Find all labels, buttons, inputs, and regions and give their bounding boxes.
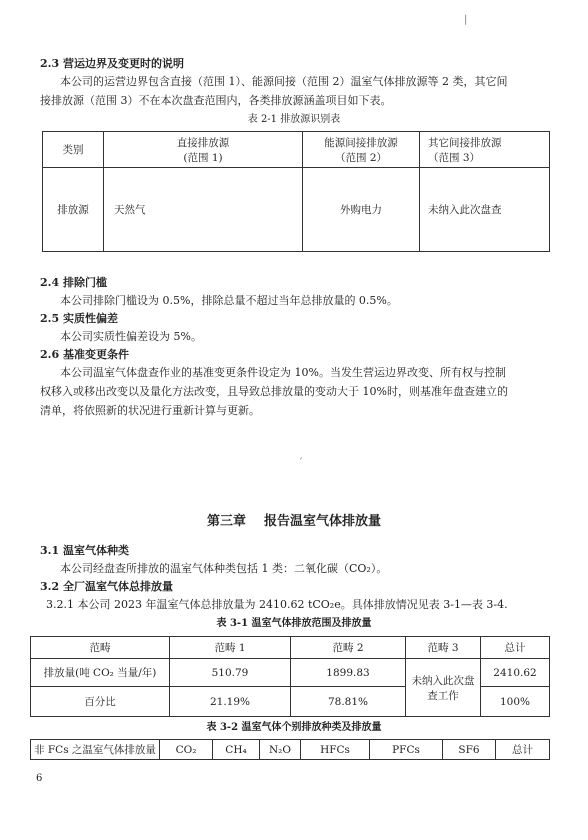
paragraph-line: 本公司排除门槛设为 0.5%，排除总量不超过当年总排放量的 0.5%。 [60, 294, 398, 307]
paragraph-line: 本公司温室气体盘查作业的基准变更条件设定为 10%。当发生营运边界改变、所有权与控制 [60, 366, 506, 379]
table-header-cell: 能源间接排放源 （范围 2） [303, 132, 420, 168]
table-header-cell: HFCs [301, 740, 370, 760]
scan-mark: ´ [298, 458, 303, 469]
section-heading: 2.5 实质性偏差 [40, 312, 118, 325]
table-header-cell: 类别 [43, 132, 104, 168]
table-cell: 21.19% [170, 687, 291, 717]
table-header-cell: SF6 [443, 740, 496, 760]
table-header-cell: 范畴 [31, 637, 170, 659]
section-heading: 3.2 全厂温室气体总排放量 [40, 580, 173, 593]
section-heading: 3.1 温室气体种类 [40, 544, 129, 557]
table-cell: 78.81% [291, 687, 406, 717]
table-header-cell: 总计 [496, 740, 550, 760]
section-heading: 2.6 基准变更条件 [40, 348, 129, 361]
table-header-cell: 直接排放源 (范围 1) [104, 132, 303, 168]
paragraph-line: 清单，将依照新的状况进行重新计算与更新。 [40, 404, 260, 417]
section-heading: 2.4 排除门槛 [40, 276, 107, 289]
table-header-cell: 非 FCs 之温室气体排放量 [31, 740, 160, 760]
table-cell: 排放源 [43, 168, 104, 252]
table-header-cell: N₂O [260, 740, 301, 760]
paragraph-line: 3.2.1 本公司 2023 年温室气体总排放量为 2410.62 tCO₂e。具体排放情况见表 3-1—表 3-4. [46, 598, 508, 611]
section-heading: 2.3 营运边界及变更时的说明 [40, 57, 184, 70]
table-caption: 表 3-2 温室气体个别排放种类及排放量 [206, 722, 382, 733]
table-header-cell: CH₄ [213, 740, 260, 760]
table-cell: 2410.62 [481, 659, 550, 687]
paragraph-line: 本公司的运营边界包含直接（范围 1）、能源间接（范围 2）温室气体排放源等 2 类，其它间 [60, 75, 508, 88]
chapter-title: 第三章 报告温室气体排放量 [206, 514, 382, 529]
table-header-cell: CO₂ [160, 740, 213, 760]
table-header-cell: 范畴 1 [170, 637, 291, 659]
table-cell: 未纳入此次盘查 [420, 168, 550, 252]
table-cell: 510.79 [170, 659, 291, 687]
emission-source-table [42, 131, 550, 252]
table-cell: 天然气 [104, 168, 303, 252]
table-cell: 排放量(吨 CO₂ 当量/年) [31, 659, 170, 687]
table-cell: 100% [481, 687, 550, 717]
table-cell: 百分比 [31, 687, 170, 717]
table-caption: 表 2-1 排放源识别表 [247, 114, 341, 125]
table-header-cell: 其它间接排放源 （范围 3） [420, 132, 550, 168]
paragraph-line: 权移入或移出改变以及量化方法改变，且导致总排放量的变动大于 10%时，则基准年盘查建立的 [40, 385, 508, 398]
page-number: 6 [36, 773, 43, 784]
table-cell: 1899.83 [291, 659, 406, 687]
table-header-cell: 范畴 3 [406, 637, 481, 659]
scan-mark: | [464, 14, 468, 25]
paragraph-line: 本公司实质性偏差设为 5%。 [60, 330, 202, 343]
table-cell: 未纳入此次盘 查工作 [406, 659, 481, 717]
emission-scope-table [30, 636, 550, 717]
table-caption: 表 3-1 温室气体排放范围及排放量 [216, 618, 372, 629]
emission-type-table [30, 739, 550, 760]
table-header-cell: 总计 [481, 637, 550, 659]
paragraph-line: 本公司经盘查所排放的温室气体种类包括 1 类：二氧化碳（CO₂）。 [60, 562, 388, 575]
table-header-cell: 范畴 2 [291, 637, 406, 659]
paragraph-line: 接排放源（范围 3）不在本次盘查范围内，各类排放源涵盖项目如下表。 [40, 94, 392, 107]
table-cell: 外购电力 [303, 168, 420, 252]
table-header-cell: PFCs [370, 740, 443, 760]
